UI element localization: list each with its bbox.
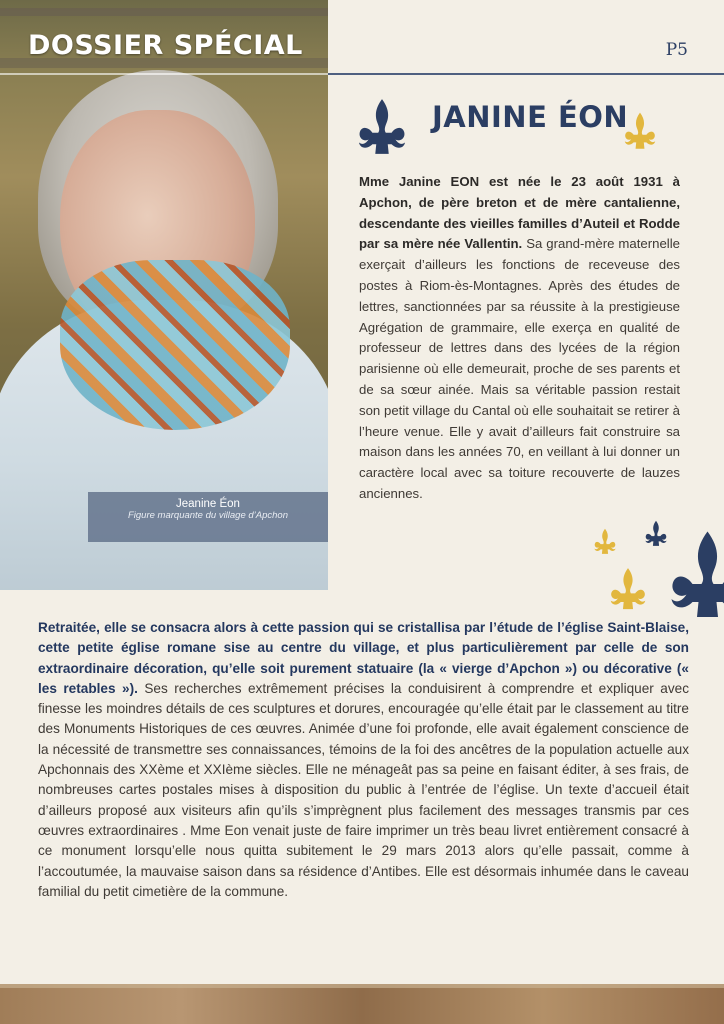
fleur-de-lis-icon — [594, 528, 616, 555]
caption-name: Jeanine Éon — [176, 498, 240, 510]
intro-paragraph — [359, 172, 680, 505]
fleur-de-lis-icon — [670, 530, 724, 620]
body-bold-text: Retraitée, elle se consacra alors à cette passion qui se cristallisa par l’étude de l’église Saint-Blaise, cette petite église romane sise au centre du village, et plus particulièrement par celle de son extraordinaire décoration, qu’elle soit purement statuaire (la « vierge d’Apchon ») ou décorative (« les retables »). — [38, 620, 689, 696]
fleur-de-lis-icon — [645, 520, 667, 547]
fleur-de-lis-icon — [624, 112, 656, 150]
body-text: Ses recherches extrêmement précises la conduisirent à comprendre et expliquer avec finesse les moindres détails de ces sculptures et dorures, encouragée qu’elle était par le classement au titre des Monuments Historiques de ces œuvres. Animée d’une foi profonde, elle avait également conscience de la nécessité de transmettre ses connaissances, témoins de la foi des ancêtres de la population actuelle aux Apchonnais des XXème et XXIème siècles. Elle ne ménageât pas sa peine en faisant éditer, à ses frais, de nombreuses cartes postales mises à disposition du public à l’entrée de l’église. Un texte d’accueil était d’ailleurs proposé aux visiteurs afin qu’ils s’imprègnent plus facilement des messages transmis par ces œuvres extraordinaires . Mme Eon venait juste de faire imprimer un très beau livret entièrement consacré à ce monument lorsqu’elle nous quitta subitement le 29 mars 2013 alors qu’elle passait, comme à l’accoutumée, la mauvaise saison dans sa résidence d’Antibes. Elle est désormais inhumée dans le caveau familial du petit cimetière de la commune. — [38, 680, 689, 899]
photo-fence-rail — [0, 8, 328, 16]
header-rule — [0, 73, 328, 75]
fleur-de-lis-icon — [358, 98, 406, 156]
header-rule — [328, 73, 724, 75]
intro-text: Sa grand-mère maternelle exerçait d’ailleurs les fonctions de receveuse des postes à Riom-ès-Montagnes. Après des études de lettres, sanctionnées par sa réussite à la prestigieuse Agrégation de grammaire, elle exerça en qualité de professeur de lettres dans des lycées de la région parisienne où elle demeurait, proche de ses parents et de sa sœur ainée. Mais sa véritable passion restait son petit village du Cantal où elle souhaitait se retirer à l’heure venue. Elle y avait d’ailleurs fait construire sa maison dans les années 70, en veillant à lui donner un caractère local avec sa toiture recouverte de lauzes anciennes. — [359, 236, 680, 501]
fleur-de-lis-icon — [610, 567, 646, 611]
caption-subtitle: Figure marquante du village d’Apchon — [127, 510, 288, 521]
article-title: JANINE ÉON — [432, 100, 629, 134]
section-title: DOSSIER SPÉCIAL — [28, 30, 303, 61]
body-paragraph — [38, 618, 689, 902]
footer-band — [0, 984, 724, 1024]
page-number: P5 — [665, 40, 688, 60]
intro-bold-text: Mme Janine EON est née le 23 août 1931 à Apchon, de père breton et de mère cantalienne, descendante des vieilles familles d’Auteil et Rodde par sa mère née Vallentin. — [359, 174, 680, 252]
photo-caption — [88, 492, 328, 542]
photo-scarf — [60, 260, 290, 430]
